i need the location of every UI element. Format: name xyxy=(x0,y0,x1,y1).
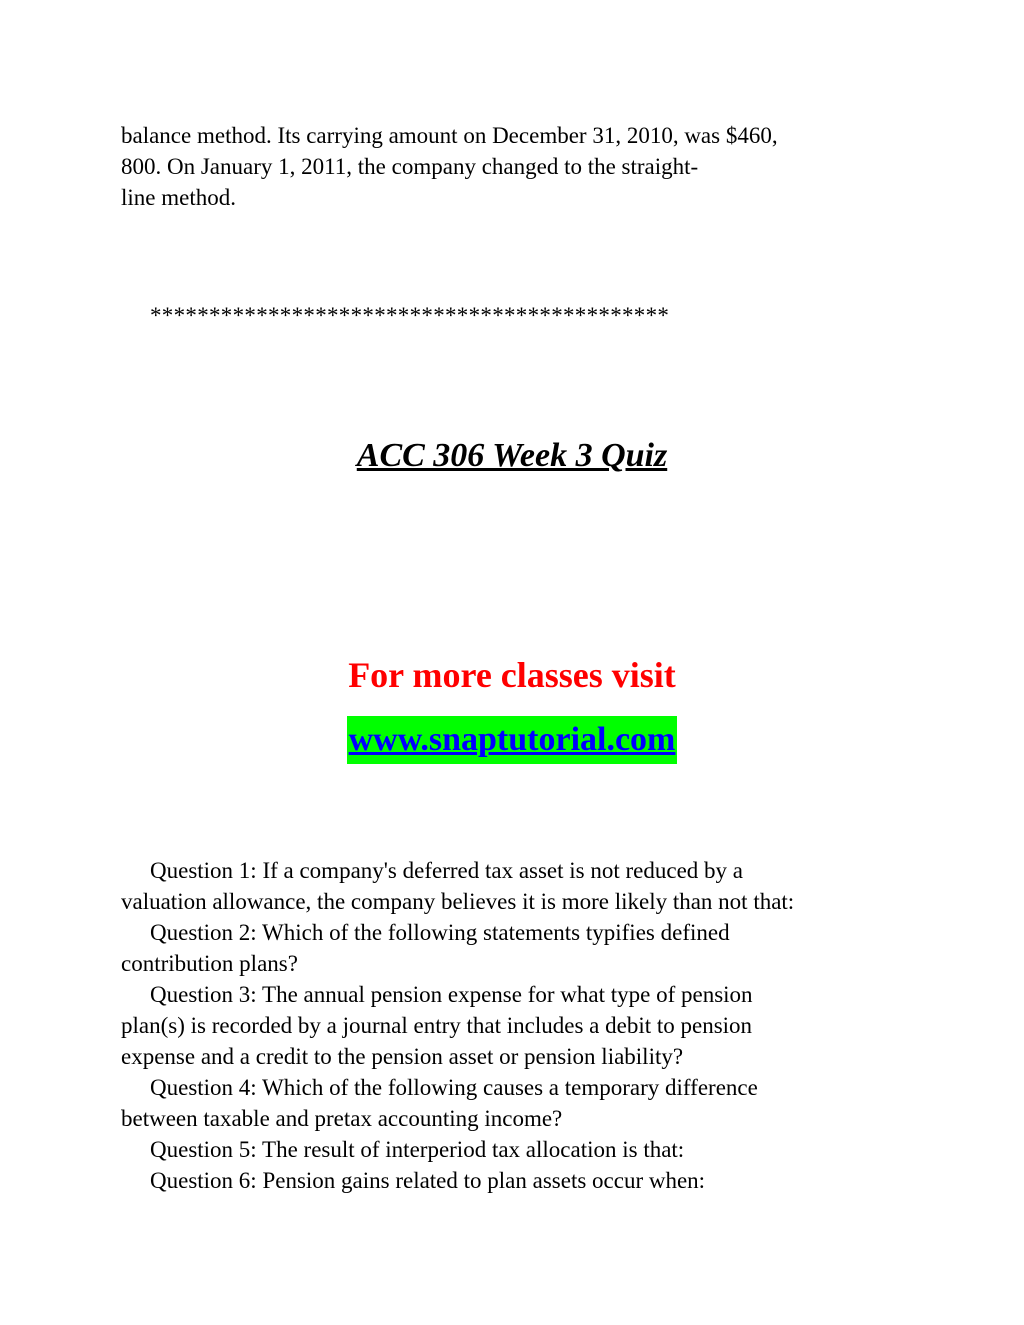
question-line: between taxable and pretax accounting income? xyxy=(121,1106,563,1131)
question-line: Question 2: Which of the following statements typifies defined xyxy=(150,920,730,945)
questions-list xyxy=(121,855,921,1196)
question-line: contribution plans? xyxy=(121,951,298,976)
question-line: Question 4: Which of the following causes a temporary difference xyxy=(150,1075,758,1100)
promo-link-container xyxy=(0,716,1024,764)
asterisk-separator: ******************************************** xyxy=(150,303,670,328)
question-line: expense and a credit to the pension asset or pension liability? xyxy=(121,1044,684,1069)
intro-line: line method. xyxy=(121,185,236,210)
question-line: plan(s) is recorded by a journal entry that includes a debit to pension xyxy=(121,1013,753,1038)
question-line: Question 1: If a company's deferred tax asset is not reduced by a xyxy=(150,858,744,883)
question-line: Question 3: The annual pension expense for what type of pension xyxy=(150,982,753,1007)
question-line: valuation allowance, the company believes it is more likely than not that: xyxy=(121,889,795,914)
promo-text: For more classes visit xyxy=(348,655,676,695)
intro-paragraph xyxy=(121,120,921,213)
question-line: Question 5: The result of interperiod tax allocation is that: xyxy=(150,1137,685,1162)
intro-line: 800. On January 1, 2011, the company changed to the straight- xyxy=(121,154,699,179)
question-line: Question 6: Pension gains related to plan assets occur when: xyxy=(150,1168,706,1193)
intro-line: balance method. Its carrying amount on December 31, 2010, was $460, xyxy=(121,123,778,148)
website-link[interactable]: www.snaptutorial.com xyxy=(347,716,678,764)
page-title: ACC 306 Week 3 Quiz xyxy=(356,437,668,474)
